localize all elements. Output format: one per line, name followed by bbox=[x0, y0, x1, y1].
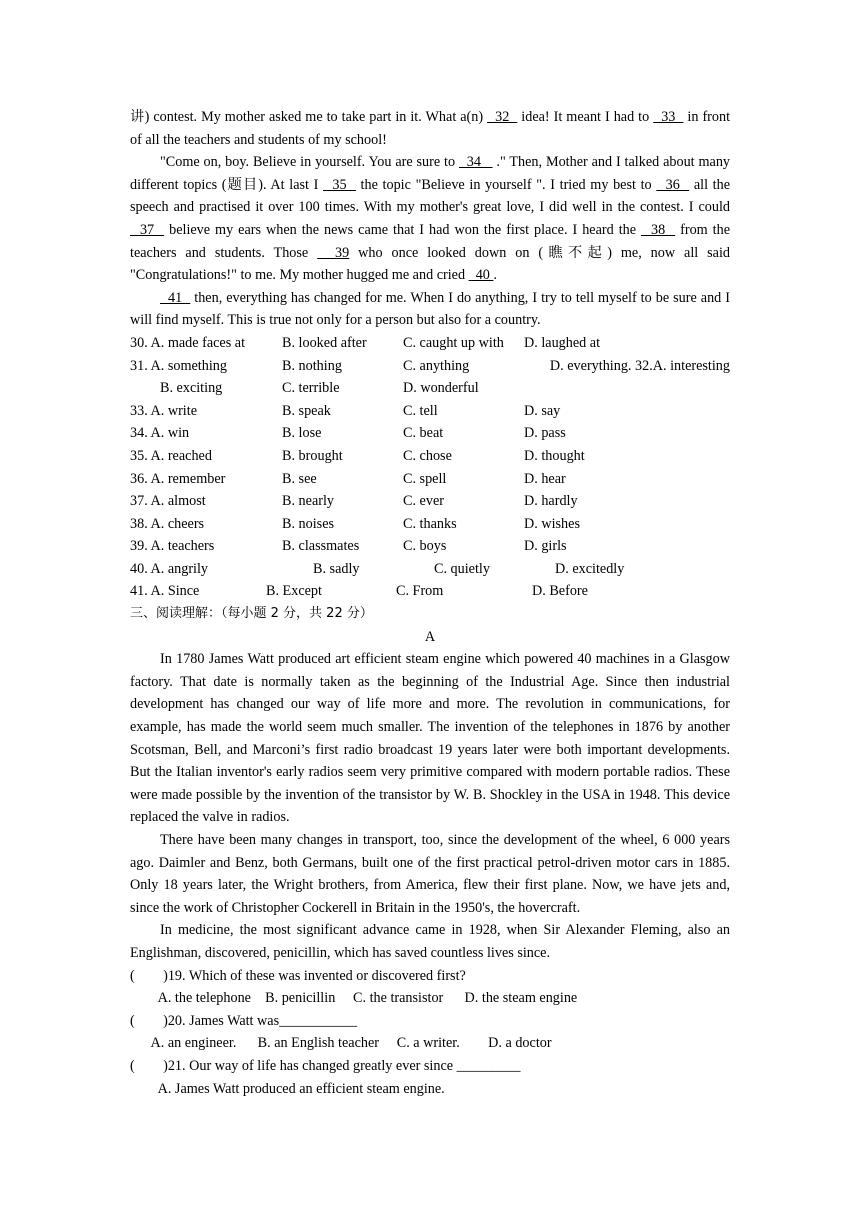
option-row-36: 36. A. remember B. see C. spell D. hear bbox=[130, 470, 566, 487]
question-21 bbox=[130, 1055, 730, 1100]
option-row-39: 39. A. teachers B. classmates C. boys D. girls bbox=[130, 538, 567, 555]
reading-paragraph-2: There have been many changes in transport, too, since the development of the wheel, 6 000 years ago. Daimler and Benz, both Germans, built one of the first practical petrol-driven motor cars in 1885. Only 18 years later, the Wright brothers, from America, flew their first plane. Now, we have jets and, since the work of Christopher Cockerell in Britain in the 1950's, the hovercraft. bbox=[130, 832, 730, 916]
option-row-40: 40. A. angrily B. sadly C. quietly D. excitedly bbox=[130, 560, 625, 577]
section-heading: 三、阅读理解：（每小题 2 分，共 22 分） bbox=[130, 606, 373, 622]
question-choices: A. an engineer. B. an English teacher C. a writer. D. a doctor bbox=[130, 1035, 552, 1052]
option-row-37: 37. A. almost B. nearly C. ever D. hardly bbox=[130, 493, 578, 510]
option-row-30: 30. A. made faces at B. looked after C. caught up with D. laughed at bbox=[130, 334, 601, 351]
option-row-35: 35. A. reached B. brought C. chose D. thought bbox=[130, 447, 585, 464]
option-row-33: 33. A. write B. speak C. tell D. say bbox=[130, 402, 561, 419]
blank-38: 38 bbox=[641, 221, 676, 238]
question-stem: ( )21. Our way of life has changed greatly ever since _________ bbox=[130, 1057, 521, 1074]
option-row-31: 31. A. something B. nothing C. anything D. everything. 32.A. interesting bbox=[130, 357, 730, 374]
blank-39: 39 bbox=[317, 244, 350, 261]
reading-a-label: A bbox=[424, 628, 436, 645]
reading-paragraph-1: In 1780 James Watt produced art efficient steam engine which powered 40 machines in a Glasgow factory. That date is normally taken as the beginning of the Industrial Age. Since then industrial development has changed our way of life more and more. The revolution in communications, for example, has made the world seem much smaller. The invention of the telephones in 1876 by another Scotsman, Bell, and Marconi’s first radio broadcast 19 years later were both important developments. But the Italian inventor's early radios seem very primitive compared with modern portable radios. These were made possible by the invention of the transistor by W. B. Shockley in the USA in 1948. This device replaced the valve in radios. bbox=[130, 651, 730, 826]
question-19 bbox=[130, 965, 730, 1010]
cloze-options bbox=[130, 332, 730, 603]
exam-page bbox=[130, 106, 730, 1100]
blank-34: 34 bbox=[458, 154, 493, 171]
question-stem: ( )19. Which of these was invented or discovered first? bbox=[130, 967, 466, 984]
question-stem: ( )20. James Watt was___________ bbox=[130, 1012, 358, 1029]
blank-40: 40 bbox=[468, 267, 494, 284]
blank-33: 33 bbox=[653, 109, 684, 125]
option-row-32: B. exciting C. terrible D. wonderful bbox=[160, 380, 479, 397]
cloze-paragraph-3: 41 then, everything has changed for me. When I do anything, I try to tell myself to be sure and I will find myself. This is true not only for a person but also for a country. bbox=[130, 289, 730, 329]
question-choices: A. the telephone B. penicillin C. the transistor D. the steam engine bbox=[130, 990, 578, 1007]
blank-35: 35 bbox=[323, 176, 356, 193]
reading-paragraph-3: In medicine, the most significant advance came in 1928, when Sir Alexander Fleming, also an Englishman, discovered, penicillin, which has saved countless lives since. bbox=[130, 922, 730, 961]
option-row-34: 34. A. win B. lose C. beat D. pass bbox=[130, 425, 566, 442]
option-row-41: 41. A. Since B. Except C. From D. Before bbox=[130, 583, 588, 600]
blank-37: 37 bbox=[130, 221, 165, 238]
blank-41: 41 bbox=[160, 289, 191, 306]
option-row-38: 38. A. cheers B. noises C. thanks D. wishes bbox=[130, 515, 580, 532]
cloze-paragraph-2: "Come on, boy. Believe in yourself. You are sure to 34 ." Then, Mother and I talked about many different topics (题目). At last I 35 the topic "Believe in yourself ". I tried my best to 36 all the speech and practised it over 100 times. With my mother's great love, I did well in the contest. I could 37 believe my ears when the news came that I had won the first place. I heard the 38 from the teachers and students. Those 39 who once looked down on (瞧不起) me, now all said "Congratulations!" to me. My mother hugged me and cried 40 . bbox=[130, 154, 731, 284]
cloze-paragraph-1: 讲) contest. My mother asked me to take part in it. What a(n) 32 idea! It meant I had to 33 in front of all the teachers and students of my school! bbox=[130, 109, 731, 148]
question-20 bbox=[130, 1010, 730, 1055]
question-choices: A. James Watt produced an efficient steam engine. bbox=[130, 1080, 445, 1097]
blank-32: 32 bbox=[487, 109, 518, 125]
blank-36: 36 bbox=[656, 176, 690, 193]
